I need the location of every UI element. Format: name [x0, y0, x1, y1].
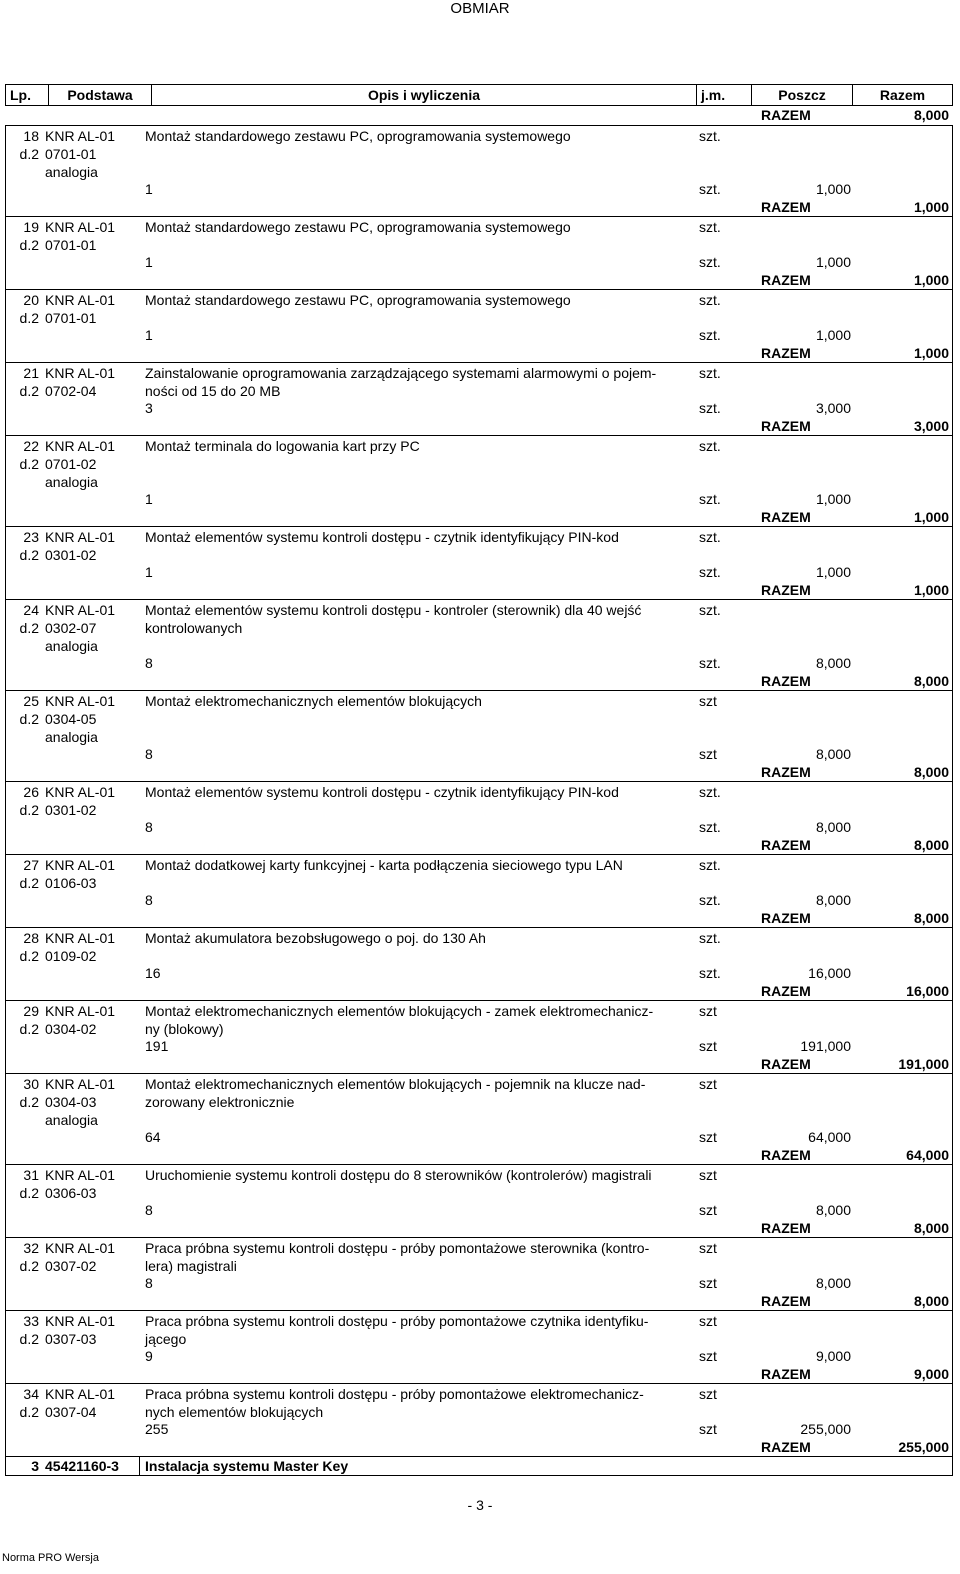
entry-razem-value: 1,000 — [913, 509, 949, 525]
measurement-entry — [5, 927, 953, 1000]
entry-separator — [5, 854, 953, 855]
section-title: Instalacja systemu Master Key — [145, 1458, 349, 1474]
entry-unit: szt. — [699, 784, 721, 800]
entry-separator — [5, 1073, 953, 1074]
entry-lp: 27 — [23, 857, 39, 873]
entry-unit: szt — [699, 1076, 717, 1092]
entry-description: Montaż standardowego zestawu PC, oprogramowania systemowego — [145, 219, 571, 235]
entry-unit: szt. — [699, 602, 721, 618]
entry-description: kontrolowanych — [145, 620, 243, 636]
entry-separator — [5, 1237, 953, 1238]
entry-razem-label: RAZEM — [761, 1056, 811, 1072]
entry-description: Montaż elektromechanicznych elementów blokujących - pojemnik na klucze nad- — [145, 1076, 646, 1092]
entry-separator — [5, 1310, 953, 1311]
entry-description: Praca próbna systemu kontroli dostępu - próby pomontażowe czytnika identyfiku- — [145, 1313, 649, 1329]
entry-description: Uruchomienie systemu kontroli dostępu do 8 sterowników (kontrolerów) magistrali — [145, 1167, 652, 1183]
entry-catalog-number: 0701-01 — [45, 310, 97, 326]
measurement-entry — [5, 1237, 953, 1310]
entry-calc-unit: szt. — [699, 400, 721, 416]
entry-description: Montaż elementów systemu kontroli dostępu - czytnik identyfikujący PIN-kod — [145, 529, 619, 545]
entry-sub: d.2 — [19, 620, 39, 636]
entry-description: Montaż elektromechanicznych elementów blokujących — [145, 693, 482, 709]
measurement-entry — [5, 362, 953, 435]
entry-quantity: 1 — [145, 181, 153, 197]
entry-razem-value: 3,000 — [913, 418, 949, 434]
entry-lp: 24 — [23, 602, 39, 618]
entry-analogia: analogia — [45, 1112, 98, 1128]
entry-lp: 19 — [23, 219, 39, 235]
entry-unit: szt. — [699, 529, 721, 545]
entry-sub: d.2 — [19, 146, 39, 162]
page-title: OBMIAR — [450, 0, 510, 17]
entry-calc-unit: szt. — [699, 892, 721, 908]
entry-poszcz: 8,000 — [815, 655, 851, 671]
entry-lp: 23 — [23, 529, 39, 545]
entry-lp: 34 — [23, 1386, 39, 1402]
entry-lp: 30 — [23, 1076, 39, 1092]
entry-razem-label: RAZEM — [761, 199, 811, 215]
entry-quantity: 3 — [145, 400, 153, 416]
entry-lp: 33 — [23, 1313, 39, 1329]
entry-catalog-number: 0304-02 — [45, 1021, 97, 1037]
entry-code: KNR AL-01 — [45, 1076, 116, 1092]
entry-separator — [5, 781, 953, 782]
entry-sub: d.2 — [19, 237, 39, 253]
entry-sub: d.2 — [19, 456, 39, 472]
entry-razem-label: RAZEM — [761, 1147, 811, 1163]
entry-poszcz: 9,000 — [815, 1348, 851, 1364]
entry-code: KNR AL-01 — [45, 1003, 116, 1019]
entry-razem-value: 8,000 — [913, 1293, 949, 1309]
entry-sub: d.2 — [19, 383, 39, 399]
entry-separator — [5, 927, 953, 928]
entry-quantity: 8 — [145, 892, 153, 908]
entry-analogia: analogia — [45, 638, 98, 654]
entry-description: Praca próbna systemu kontroli dostępu - próby pomontażowe sterownika (kontro- — [145, 1240, 650, 1256]
entry-separator — [5, 599, 953, 600]
entry-catalog-number: 0702-04 — [45, 383, 97, 399]
entry-sub: d.2 — [19, 1258, 39, 1274]
entry-analogia: analogia — [45, 474, 98, 490]
entry-razem-value: 1,000 — [913, 345, 949, 361]
entry-quantity: 8 — [145, 1202, 153, 1218]
entry-code: KNR AL-01 — [45, 292, 116, 308]
measurement-entry — [5, 1000, 953, 1073]
header-razem: Razem — [853, 85, 953, 106]
entry-unit: szt — [699, 1313, 717, 1329]
entry-razem-value: 1,000 — [913, 199, 949, 215]
entry-description: zorowany elektronicznie — [145, 1094, 295, 1110]
entry-lp: 29 — [23, 1003, 39, 1019]
entry-sub: d.2 — [19, 310, 39, 326]
entry-razem-value: 1,000 — [913, 272, 949, 288]
entry-code: KNR AL-01 — [45, 529, 116, 545]
software-name: Norma PRO Wersja — [2, 1552, 99, 1564]
measurement-entry — [5, 125, 953, 216]
entry-separator — [5, 216, 953, 217]
entry-poszcz: 3,000 — [815, 400, 851, 416]
entry-calc-unit: szt — [699, 1275, 717, 1291]
entry-description: Montaż dodatkowej karty funkcyjnej - karta podłączenia sieciowego typu LAN — [145, 857, 623, 873]
entry-razem-label: RAZEM — [761, 418, 811, 434]
entry-code: KNR AL-01 — [45, 438, 116, 454]
entry-lp: 31 — [23, 1167, 39, 1183]
header-lp: Lp. — [6, 85, 49, 106]
entry-razem-label: RAZEM — [761, 345, 811, 361]
entry-poszcz: 1,000 — [815, 327, 851, 343]
entry-lp: 22 — [23, 438, 39, 454]
entry-lp: 28 — [23, 930, 39, 946]
section-code: 45421160-3 — [45, 1458, 119, 1474]
entry-sub: d.2 — [19, 1185, 39, 1201]
entry-unit: szt — [699, 1240, 717, 1256]
entry-catalog-number: 0304-05 — [45, 711, 97, 727]
entry-calc-unit: szt — [699, 1129, 717, 1145]
entry-razem-label: RAZEM — [761, 837, 811, 853]
entry-razem-value: 8,000 — [913, 1220, 949, 1236]
entry-description: lera) magistrali — [145, 1258, 237, 1274]
entry-catalog-number: 0701-02 — [45, 456, 97, 472]
header-opis: Opis i wyliczenia — [152, 85, 697, 106]
entry-quantity: 1 — [145, 254, 153, 270]
entry-sub: d.2 — [19, 1404, 39, 1420]
entry-poszcz: 16,000 — [808, 965, 851, 981]
entry-razem-value: 16,000 — [906, 983, 949, 999]
header-poszcz: Poszcz — [752, 85, 853, 106]
entry-calc-unit: szt. — [699, 965, 721, 981]
entry-code: KNR AL-01 — [45, 784, 116, 800]
entry-razem-label: RAZEM — [761, 673, 811, 689]
header-jm: j.m. — [697, 85, 752, 106]
entry-poszcz: 255,000 — [800, 1421, 851, 1437]
entry-quantity: 64 — [145, 1129, 161, 1145]
entry-code: KNR AL-01 — [45, 219, 116, 235]
measurement-entry — [5, 690, 953, 781]
entry-catalog-number: 0301-02 — [45, 802, 97, 818]
entry-poszcz: 1,000 — [815, 181, 851, 197]
entry-unit: szt. — [699, 930, 721, 946]
entry-calc-unit: szt — [699, 1202, 717, 1218]
entry-separator — [5, 289, 953, 290]
entry-unit: szt. — [699, 438, 721, 454]
entry-poszcz: 1,000 — [815, 491, 851, 507]
entry-sub: d.2 — [19, 711, 39, 727]
entry-unit: szt. — [699, 365, 721, 381]
entry-lp: 25 — [23, 693, 39, 709]
entry-poszcz: 8,000 — [815, 1202, 851, 1218]
measurement-entry — [5, 854, 953, 927]
entry-separator — [5, 690, 953, 691]
entry-calc-unit: szt. — [699, 819, 721, 835]
entry-razem-label: RAZEM — [761, 1366, 811, 1382]
entry-calc-unit: szt. — [699, 181, 721, 197]
entry-catalog-number: 0301-02 — [45, 547, 97, 563]
measurement-entry — [5, 781, 953, 854]
entry-sub: d.2 — [19, 802, 39, 818]
entry-quantity: 1 — [145, 564, 153, 580]
entry-code: KNR AL-01 — [45, 602, 116, 618]
entry-unit: szt. — [699, 128, 721, 144]
entry-quantity: 9 — [145, 1348, 153, 1364]
entry-catalog-number: 0109-02 — [45, 948, 97, 964]
entry-razem-label: RAZEM — [761, 764, 811, 780]
entry-separator — [5, 435, 953, 436]
section-lp: 3 — [31, 1458, 39, 1474]
entry-catalog-number: 0307-04 — [45, 1404, 97, 1420]
entry-catalog-number: 0701-01 — [45, 146, 97, 162]
entry-poszcz: 8,000 — [815, 819, 851, 835]
entry-unit: szt. — [699, 292, 721, 308]
entry-sub: d.2 — [19, 1021, 39, 1037]
entry-razem-label: RAZEM — [761, 272, 811, 288]
entry-analogia: analogia — [45, 164, 98, 180]
measurement-entry — [5, 1310, 953, 1383]
entry-razem-label: RAZEM — [761, 910, 811, 926]
entry-razem-label: RAZEM — [761, 983, 811, 999]
entry-separator — [5, 1164, 953, 1165]
entry-quantity: 1 — [145, 327, 153, 343]
entry-unit: szt — [699, 693, 717, 709]
entry-poszcz: 8,000 — [815, 892, 851, 908]
entry-calc-unit: szt. — [699, 655, 721, 671]
entry-code: KNR AL-01 — [45, 365, 116, 381]
entry-description: ności od 15 do 20 MB — [145, 383, 281, 399]
entry-code: KNR AL-01 — [45, 1386, 116, 1402]
entry-description: Montaż terminala do logowania kart przy PC — [145, 438, 420, 454]
entry-razem-label: RAZEM — [761, 1293, 811, 1309]
entry-catalog-number: 0304-03 — [45, 1094, 97, 1110]
entry-calc-unit: szt. — [699, 327, 721, 343]
measurement-entry — [5, 289, 953, 362]
entry-sub: d.2 — [19, 948, 39, 964]
entry-description: jącego — [145, 1331, 187, 1347]
entry-razem-value: 8,000 — [913, 764, 949, 780]
entry-separator — [5, 362, 953, 363]
entry-code: KNR AL-01 — [45, 1240, 116, 1256]
entry-catalog-number: 0307-02 — [45, 1258, 97, 1274]
section-divider — [139, 1456, 140, 1476]
entry-razem-value: 9,000 — [913, 1366, 949, 1382]
entry-unit: szt. — [699, 857, 721, 873]
entry-razem-value: 255,000 — [898, 1439, 949, 1455]
entry-code: KNR AL-01 — [45, 1313, 116, 1329]
entry-quantity: 8 — [145, 746, 153, 762]
entry-sub: d.2 — [19, 1331, 39, 1347]
entry-separator — [5, 125, 953, 126]
entry-lp: 26 — [23, 784, 39, 800]
entry-quantity: 8 — [145, 819, 153, 835]
measurement-entry — [5, 1073, 953, 1164]
measurement-entry — [5, 1164, 953, 1237]
measurement-entry — [5, 216, 953, 289]
entry-quantity: 255 — [145, 1421, 169, 1437]
entry-razem-value: 1,000 — [913, 582, 949, 598]
entry-code: KNR AL-01 — [45, 1167, 116, 1183]
entry-sub: d.2 — [19, 1094, 39, 1110]
entry-calc-unit: szt — [699, 1421, 717, 1437]
entry-unit: szt — [699, 1386, 717, 1402]
entry-calc-unit: szt. — [699, 564, 721, 580]
entry-unit: szt — [699, 1003, 717, 1019]
entry-catalog-number: 0306-03 — [45, 1185, 97, 1201]
entry-separator — [5, 1383, 953, 1384]
entry-catalog-number: 0106-03 — [45, 875, 97, 891]
entry-analogia: analogia — [45, 729, 98, 745]
entry-code: KNR AL-01 — [45, 930, 116, 946]
entry-sub: d.2 — [19, 547, 39, 563]
entry-poszcz: 1,000 — [815, 564, 851, 580]
entry-lp: 32 — [23, 1240, 39, 1256]
entry-razem-label: RAZEM — [761, 509, 811, 525]
top-razem-label: RAZEM — [761, 107, 811, 123]
entry-quantity: 8 — [145, 655, 153, 671]
measurement-entry — [5, 1383, 953, 1456]
measurement-entry — [5, 599, 953, 690]
entry-calc-unit: szt — [699, 1348, 717, 1364]
entry-calc-unit: szt. — [699, 491, 721, 507]
entry-sub: d.2 — [19, 875, 39, 891]
entry-description: Montaż elektromechanicznych elementów blokujących - zamek elektromechanicz- — [145, 1003, 654, 1019]
entry-poszcz: 64,000 — [808, 1129, 851, 1145]
entry-description: ny (blokowy) — [145, 1021, 224, 1037]
section-row — [5, 1456, 953, 1476]
entry-description: Zainstalowanie oprogramowania zarządzającego systemami alarmowymi o pojem- — [145, 365, 657, 381]
top-razem-value: 8,000 — [913, 107, 949, 123]
table-header — [5, 84, 953, 106]
entry-calc-unit: szt — [699, 1038, 717, 1054]
entry-separator — [5, 1000, 953, 1001]
entry-description: Montaż elementów systemu kontroli dostępu - czytnik identyfikujący PIN-kod — [145, 784, 619, 800]
entry-poszcz: 191,000 — [800, 1038, 851, 1054]
entry-description: Montaż akumulatora bezobsługowego o poj. do 130 Ah — [145, 930, 486, 946]
entry-razem-value: 8,000 — [913, 673, 949, 689]
measurement-entry — [5, 526, 953, 599]
entry-unit: szt. — [699, 219, 721, 235]
entry-razem-value: 8,000 — [913, 837, 949, 853]
entry-catalog-number: 0307-03 — [45, 1331, 97, 1347]
entry-description: Montaż standardowego zestawu PC, oprogramowania systemowego — [145, 292, 571, 308]
entry-catalog-number: 0701-01 — [45, 237, 97, 253]
entry-razem-value: 191,000 — [898, 1056, 949, 1072]
entry-lp: 18 — [23, 128, 39, 144]
entry-quantity: 1 — [145, 491, 153, 507]
entry-poszcz: 8,000 — [815, 746, 851, 762]
entry-description: Praca próbna systemu kontroli dostępu - próby pomontażowe elektromechanicz- — [145, 1386, 644, 1402]
entry-unit: szt — [699, 1167, 717, 1183]
entry-razem-label: RAZEM — [761, 1220, 811, 1236]
entry-razem-label: RAZEM — [761, 1439, 811, 1455]
entry-poszcz: 8,000 — [815, 1275, 851, 1291]
entry-calc-unit: szt — [699, 746, 717, 762]
entry-lp: 21 — [23, 365, 39, 381]
entry-description: Montaż elementów systemu kontroli dostępu - kontroler (sterownik) dla 40 wejść — [145, 602, 642, 618]
entry-catalog-number: 0302-07 — [45, 620, 97, 636]
entry-separator — [5, 526, 953, 527]
entry-lp: 20 — [23, 292, 39, 308]
entry-calc-unit: szt. — [699, 254, 721, 270]
entry-quantity: 16 — [145, 965, 161, 981]
measurement-entry — [5, 435, 953, 526]
entry-code: KNR AL-01 — [45, 693, 116, 709]
page-number: - 3 - — [467, 1497, 493, 1513]
entry-description: nych elementów blokujących — [145, 1404, 324, 1420]
entry-code: KNR AL-01 — [45, 128, 116, 144]
entry-razem-value: 8,000 — [913, 910, 949, 926]
header-podstawa: Podstawa — [49, 85, 152, 106]
entry-code: KNR AL-01 — [45, 857, 116, 873]
entry-razem-value: 64,000 — [906, 1147, 949, 1163]
entry-description: Montaż standardowego zestawu PC, oprogramowania systemowego — [145, 128, 571, 144]
entry-quantity: 191 — [145, 1038, 169, 1054]
entry-poszcz: 1,000 — [815, 254, 851, 270]
entry-razem-label: RAZEM — [761, 582, 811, 598]
entry-quantity: 8 — [145, 1275, 153, 1291]
